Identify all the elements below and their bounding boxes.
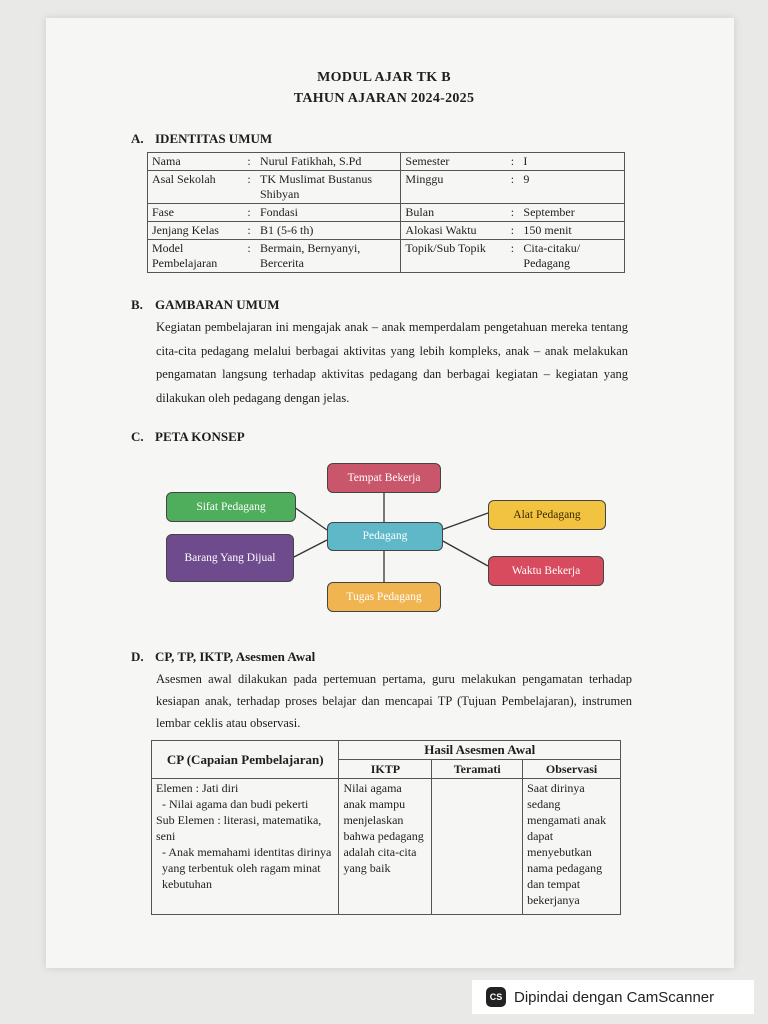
header-teramati: Teramati — [432, 760, 523, 779]
identity-label: Bulan — [401, 204, 506, 222]
identity-value: Bermain, Bernyanyi, Bercerita — [256, 240, 401, 273]
identity-colon: : — [505, 204, 519, 222]
identity-colon: : — [242, 171, 256, 204]
identity-label: Nama — [148, 153, 243, 171]
iktp-cell: Nilai agama anak mampu menjelaskan bahwa pedagang adalah cita-cita yang baik — [339, 779, 432, 915]
connector-left-top — [294, 507, 327, 530]
concept-node-alat-pedagang: Alat Pedagang — [488, 500, 606, 530]
cp-line: Sub Elemen : literasi, matematika, seni — [156, 813, 322, 843]
camscanner-icon: CS — [486, 987, 506, 1007]
identity-colon: : — [242, 153, 256, 171]
identity-colon: : — [505, 222, 519, 240]
header-hasil-asesmen: Hasil Asesmen Awal — [339, 741, 621, 760]
identity-label: Asal Sekolah — [148, 171, 243, 204]
cp-line: Elemen : Jati diri — [156, 781, 239, 795]
connector-right-bottom — [441, 540, 488, 566]
identity-label: Semester — [401, 153, 506, 171]
header-observasi: Observasi — [523, 760, 621, 779]
identity-label: Jenjang Kelas — [148, 222, 243, 240]
assessment-table — [151, 740, 621, 915]
concept-node-tempat-bekerja: Tempat Bekerja — [327, 463, 441, 493]
assessment-paragraph: Asesmen awal dilakukan pada pertemuan pertama, guru melakukan pengamatan terhadap kesiapan anak, terhadap proses belajar dan mencapai TP (Tujuan Pembelajaran), instrumen lembar ceklis atau observasi. — [156, 672, 632, 730]
concept-node-barang-yang-dijual: Barang Yang Dijual — [166, 534, 294, 582]
cp-line: - Nilai agama dan budi pekerti — [162, 797, 309, 811]
teramati-cell — [432, 779, 523, 915]
identity-value: I — [519, 153, 624, 171]
identity-colon: : — [242, 222, 256, 240]
identity-value: 9 — [519, 171, 624, 204]
identity-label: Minggu — [401, 171, 506, 204]
header-cp: CP (Capaian Pembelajaran) — [152, 741, 339, 779]
section-d-heading: D. CP, TP, IKTP, Asesmen Awal — [131, 649, 316, 664]
identity-value: Fondasi — [256, 204, 401, 222]
identity-colon: : — [505, 240, 519, 273]
connector-right-top — [441, 513, 488, 530]
camscanner-watermark — [472, 980, 754, 1014]
concept-node-sifat-pedagang: Sifat Pedagang — [166, 492, 296, 522]
section-b-heading: B. GAMBARAN UMUM — [131, 297, 280, 312]
identity-label: Topik/Sub Topik — [401, 240, 506, 273]
identity-colon: : — [242, 240, 256, 273]
identity-label: Fase — [148, 204, 243, 222]
identity-value: B1 (5-6 th) — [256, 222, 401, 240]
identity-label: Alokasi Waktu — [401, 222, 506, 240]
observasi-cell: Saat dirinya sedang mengamati anak dapat menyebutkan nama pedagang dan tempat bekerjanya — [523, 779, 621, 915]
cp-line: - Anak memahami identitas dirinya yang terbentuk oleh ragam minat kebutuhan — [162, 845, 332, 891]
identity-value: September — [519, 204, 624, 222]
connector-left-bottom — [292, 540, 327, 558]
concept-node-tugas-pedagang: Tugas Pedagang — [327, 582, 441, 612]
overview-paragraph: Kegiatan pembelajaran ini mengajak anak – anak memperdalam pengetahuan mereka tentang cita-cita pedagang melalui berbagai aktivitas yang lebih kompleks, anak – anak melakukan pengamatan langsung terhadap aktivitas pedagang dan berbagai kegiatan – kegiatan yang dilakukan oleh pedagang dengan jelas. — [156, 320, 628, 405]
document-subtitle: TAHUN AJARAN 2024-2025 — [293, 91, 475, 106]
identity-colon: : — [242, 204, 256, 222]
identity-value: Nurul Fatikhah, S.Pd — [256, 153, 401, 171]
cp-list — [156, 780, 334, 892]
header-iktp: IKTP — [339, 760, 432, 779]
identity-value: Cita-citaku/ Pedagang — [519, 240, 624, 273]
camscanner-label: Dipindai dengan CamScanner — [514, 988, 715, 1006]
identity-value: TK Muslimat Bustanus Shibyan — [256, 171, 401, 204]
identity-value: 150 menit — [519, 222, 624, 240]
cp-cell — [152, 779, 339, 915]
document-title: MODUL AJAR TK B — [317, 70, 451, 85]
identity-colon: : — [505, 171, 519, 204]
section-c-heading: C. PETA KONSEP — [131, 429, 245, 444]
concept-node-waktu-bekerja: Waktu Bekerja — [488, 556, 604, 586]
section-a-heading: A. IDENTITAS UMUM — [131, 131, 273, 146]
identity-label: Model Pembelajaran — [148, 240, 243, 273]
concept-node-pedagang: Pedagang — [327, 522, 443, 551]
identity-colon: : — [505, 153, 519, 171]
